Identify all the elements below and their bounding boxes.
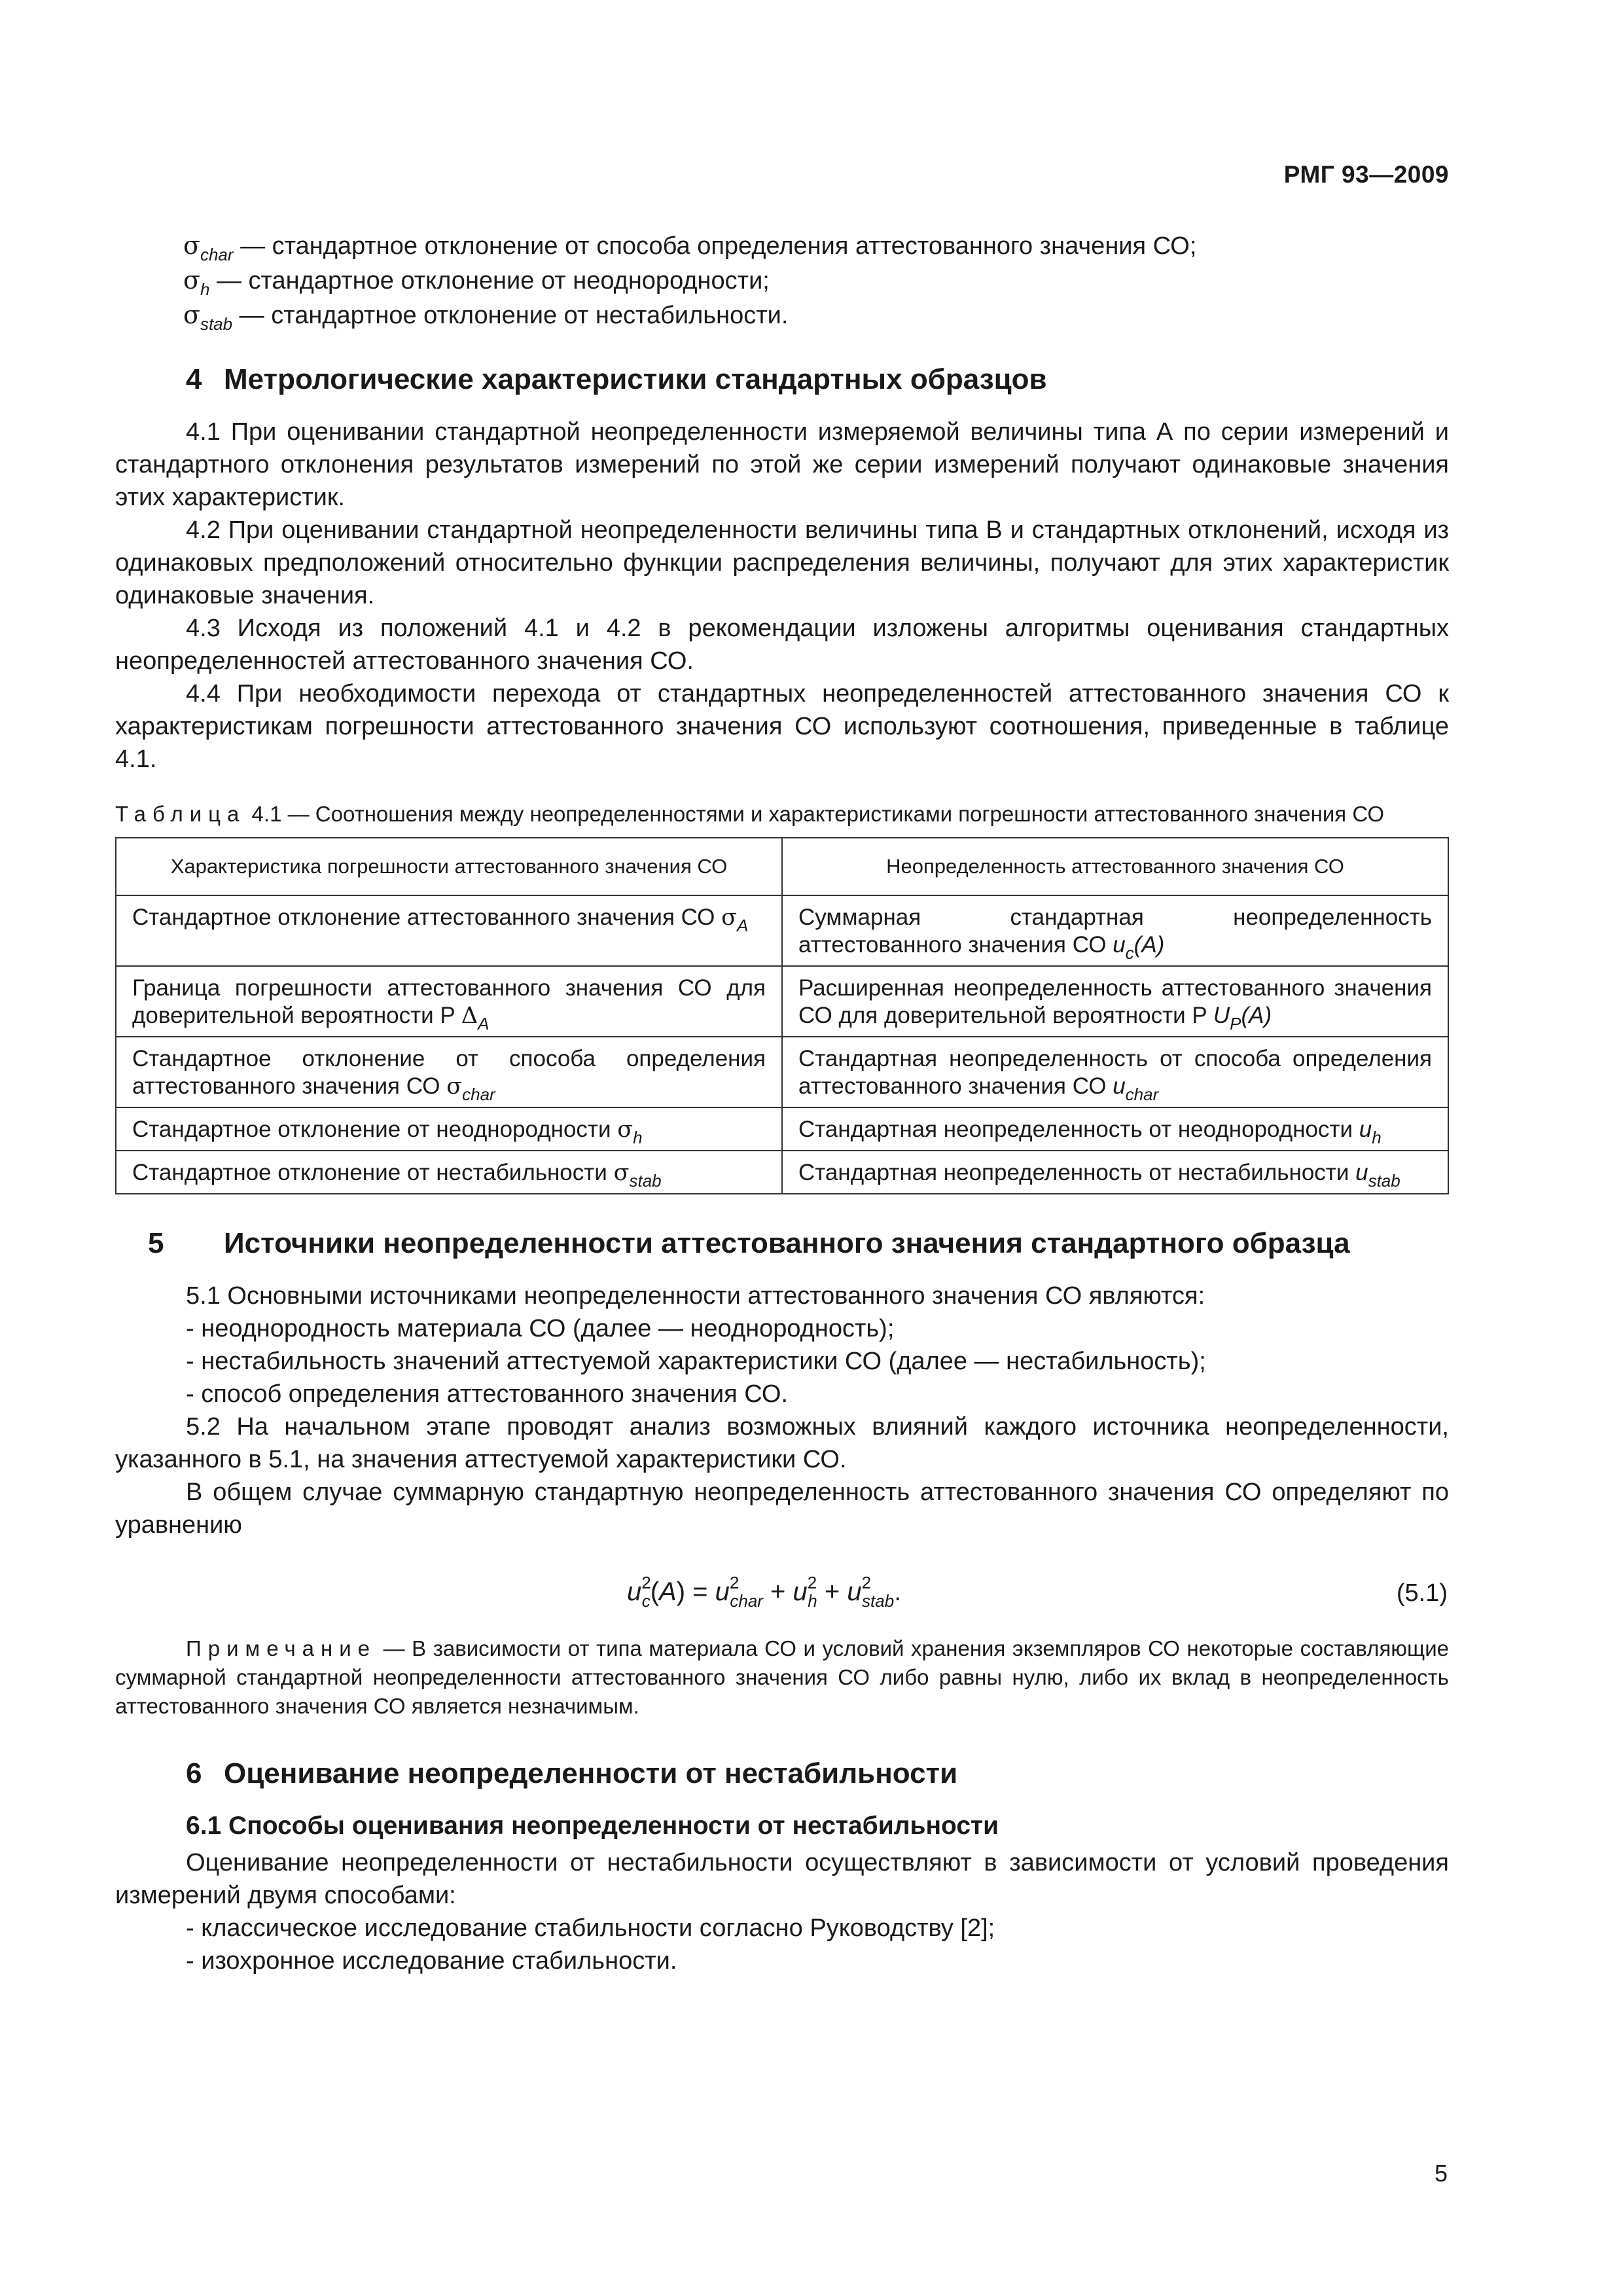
paragraph-4-4: 4.4 При необходимости перехода от стандартных неопределенностей аттестованного значения СО к характеристикам погрешности аттестованного значения СО используют соотношения, приведенные в таблице 4.1. — [115, 680, 1449, 773]
table-cell: Стандартная неопределенность от неоднородности $u_h$ — [782, 1107, 1448, 1151]
list-item: - изохронное исследование стабильности. — [186, 1947, 677, 1975]
definition-sigma-stab: $\sigma_{stab}$ — стандартное отклонение от нестабильности. — [183, 300, 789, 334]
table-row — [116, 966, 1448, 1037]
list-item: - нестабильность значений аттестуемой характеристики СО (далее — нестабильность); — [186, 1348, 1206, 1375]
table-cell: Стандартное отклонение от неоднородности $\sigma_h$ — [116, 1107, 782, 1151]
paragraph-4-3: 4.3 Исходя из положений 4.1 и 4.2 в рекомендации изложены алгоритмы оценивания стандартных неопределенностей аттестованного значения СО. — [115, 615, 1449, 675]
table-row — [116, 1151, 1448, 1194]
table-header-row — [116, 838, 1448, 895]
table-4-1 — [115, 837, 1449, 1194]
equation-number: (5.1) — [1396, 1579, 1448, 1607]
definition-sigma-char: $\sigma_{char}$ — стандартное отклонение от способа определения аттестованного значения СО; — [183, 231, 1197, 264]
paragraph-5-2: 5.2 На начальном этапе проводят анализ возможных влияний каждого источника неопределенности, указанного в 5.1, на значения аттестуемой характеристики СО. — [115, 1413, 1449, 1473]
page-number: 5 — [1434, 2160, 1448, 2187]
list-item: - способ определения аттестованного значения СО. — [186, 1380, 788, 1408]
table-cell: Стандартное отклонение от способа определения аттестованного значения СО $\sigma_{char}$ — [116, 1037, 782, 1107]
table-row — [116, 1107, 1448, 1151]
equation-expression: $u^2_c(A) = u^2_{char} + u^2_h + u^2_{stab}$. — [627, 1573, 902, 1611]
section-5-heading: 5 Источники неопределенности аттестованного значения стандартного образца — [148, 1227, 1350, 1259]
equation-5-1 — [115, 1558, 1449, 1621]
document-code: РМГ 93—2009 — [1283, 161, 1449, 188]
table-cell: Стандартная неопределенность от нестабильности $u_{stab}$ — [782, 1151, 1448, 1194]
definition-sigma-h: $\sigma_h$ — стандартное отклонение от неоднородности; — [183, 266, 770, 299]
table-cell: Стандартная неопределенность от способа определения аттестованного значения СО $u_{char}$ — [782, 1037, 1448, 1107]
table-cell: Расширенная неопределенность аттестованного значения СО для доверительной вероятности P $U_P(A)$ — [782, 966, 1448, 1037]
paragraph-6-1: Оценивание неопределенности от нестабильности осуществляют в зависимости от условий проведения измерений двумя способами: — [115, 1849, 1449, 1909]
table-cell: Стандартное отклонение от нестабильности $\sigma_{stab}$ — [116, 1151, 782, 1194]
section-6-heading: 6 Оценивание неопределенности от нестабильности — [186, 1757, 958, 1789]
paragraph-5-1: 5.1 Основными источниками неопределенности аттестованного значения СО являются: — [186, 1282, 1205, 1310]
paragraph-general: В общем случае суммарную стандартную неопределенность аттестованного значения СО определяют по уравнению — [115, 1479, 1449, 1539]
subsection-6-1-heading: 6.1 Способы оценивания неопределенности от нестабильности — [186, 1812, 999, 1840]
list-item: - неоднородность материала СО (далее — неоднородность); — [186, 1315, 895, 1342]
table-caption: Таблица 4.1 — Соотношения между неопределенностями и характеристиками погрешности аттестованного значения СО — [115, 802, 1385, 826]
table-header-cell: Неопределенность аттестованного значения СО — [782, 838, 1448, 895]
table-cell: Граница погрешности аттестованного значения СО для доверительной вероятности P $\Delta_A$ — [116, 966, 782, 1037]
section-4-heading: 4 Метрологические характеристики стандартных образцов — [186, 363, 1047, 395]
table-cell: Суммарная стандартная неопределенность аттестованного значения СО $u_c(A)$ — [782, 895, 1448, 966]
note: Примечание — В зависимости от типа материала СО и условий хранения экземпляров СО некоторые составляющие суммарной стандартной неопределенности аттестованного значения СО либо равны нулю, либо их вклад в неопределенность аттестованного значения СО является незначимым. — [115, 1636, 1449, 1718]
page-content — [115, 229, 1449, 1977]
paragraph-4-1: 4.1 При оценивании стандартной неопределенности измеряемой величины типа А по серии измерений и стандартного отклонения результатов измерений по этой же серии измерений получают одинаковые значения этих характеристик. — [115, 418, 1449, 511]
table-header-cell: Характеристика погрешности аттестованного значения СО — [116, 838, 782, 895]
list-item: - классическое исследование стабильности согласно Руководству [2]; — [186, 1914, 995, 1942]
paragraph-4-2: 4.2 При оценивании стандартной неопределенности величины типа В и стандартных отклонений, исходя из одинаковых предположений относительно функции распределения величины, получают для этих характеристик одинаковые значения. — [115, 516, 1449, 609]
table-cell: Стандартное отклонение аттестованного значения СО $\sigma_A$ — [116, 895, 782, 966]
table-row — [116, 895, 1448, 966]
table-row — [116, 1037, 1448, 1107]
